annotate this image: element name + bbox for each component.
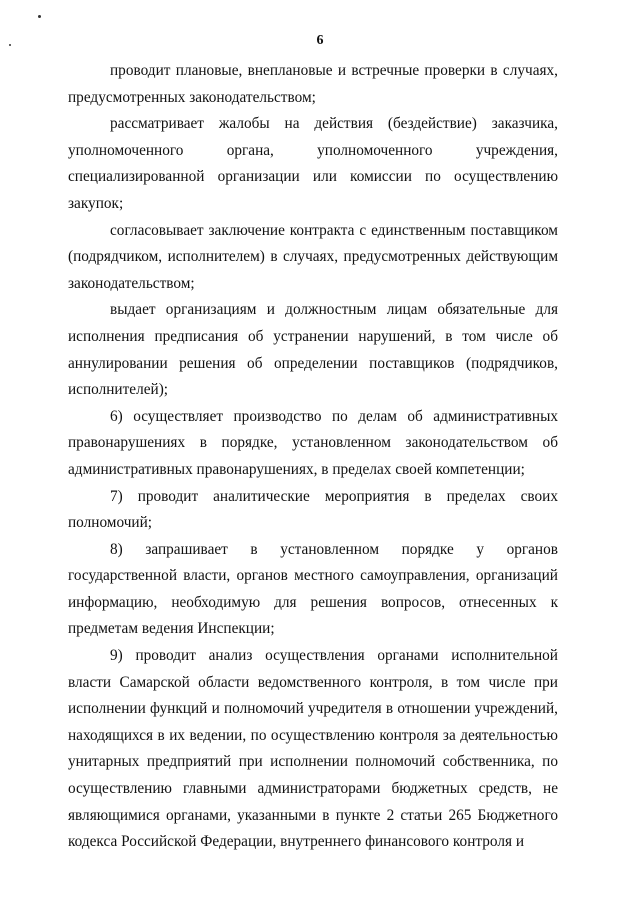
paragraph-item-9: 9) проводит анализ осуществления органами исполнительной власти Самарской области ведомственного контроля, в том числе при исполнении функций и полномочий учредителя в отношении учреждений, находящихся в их ведении, по осуществлению контроля за деятельностью унитарных предприятий при исполнении полномочий собственника, по осуществлению главными администраторами бюджетных средств, не являющимися органами, указанными в пункте 2 статьи 265 Бюджетного кодекса Российской Федерации, внутреннего финансового контроля и bbox=[68, 647, 558, 851]
paragraph-item-6: 6) осуществляет производство по делам об административных правонарушениях в порядке, установленном законодательством об административных правонарушениях, в пределах своей компетенции; bbox=[68, 407, 558, 478]
document-body bbox=[68, 58, 558, 856]
paragraph-prescriptions: выдает организациям и должностным лицам обязательные для исполнения предписания об устранении нарушений, в том числе об аннулировании решения об определении поставщиков (подрядчиков, исполнителей); bbox=[68, 301, 558, 399]
paragraph-inspections: проводит плановые, внеплановые и встречные проверки в случаях, предусмотренных законодательством; bbox=[68, 62, 558, 106]
page-number: 6 bbox=[316, 33, 324, 48]
paragraph-item-7: 7) проводит аналитические мероприятия в пределах своих полномочий; bbox=[68, 487, 558, 532]
scan-speck bbox=[38, 15, 41, 18]
paragraph-complaints: рассматривает жалобы на действия (бездействие) заказчика, уполномоченного органа, уполномоченного учреждения, специализированной организации или комиссии по осуществлению закупок; bbox=[68, 115, 558, 212]
paragraph-contract-approval: согласовывает заключение контракта с единственным поставщиком (подрядчиком, исполнителем) в случаях, предусмотренных действующим законодательством; bbox=[68, 221, 558, 292]
paragraph-item-8: 8) запрашивает в установленном порядке у органов государственной власти, органов местного самоуправления, организаций информацию, необходимую для решения вопросов, отнесенных к предметам ведения Инспекции; bbox=[68, 540, 558, 638]
